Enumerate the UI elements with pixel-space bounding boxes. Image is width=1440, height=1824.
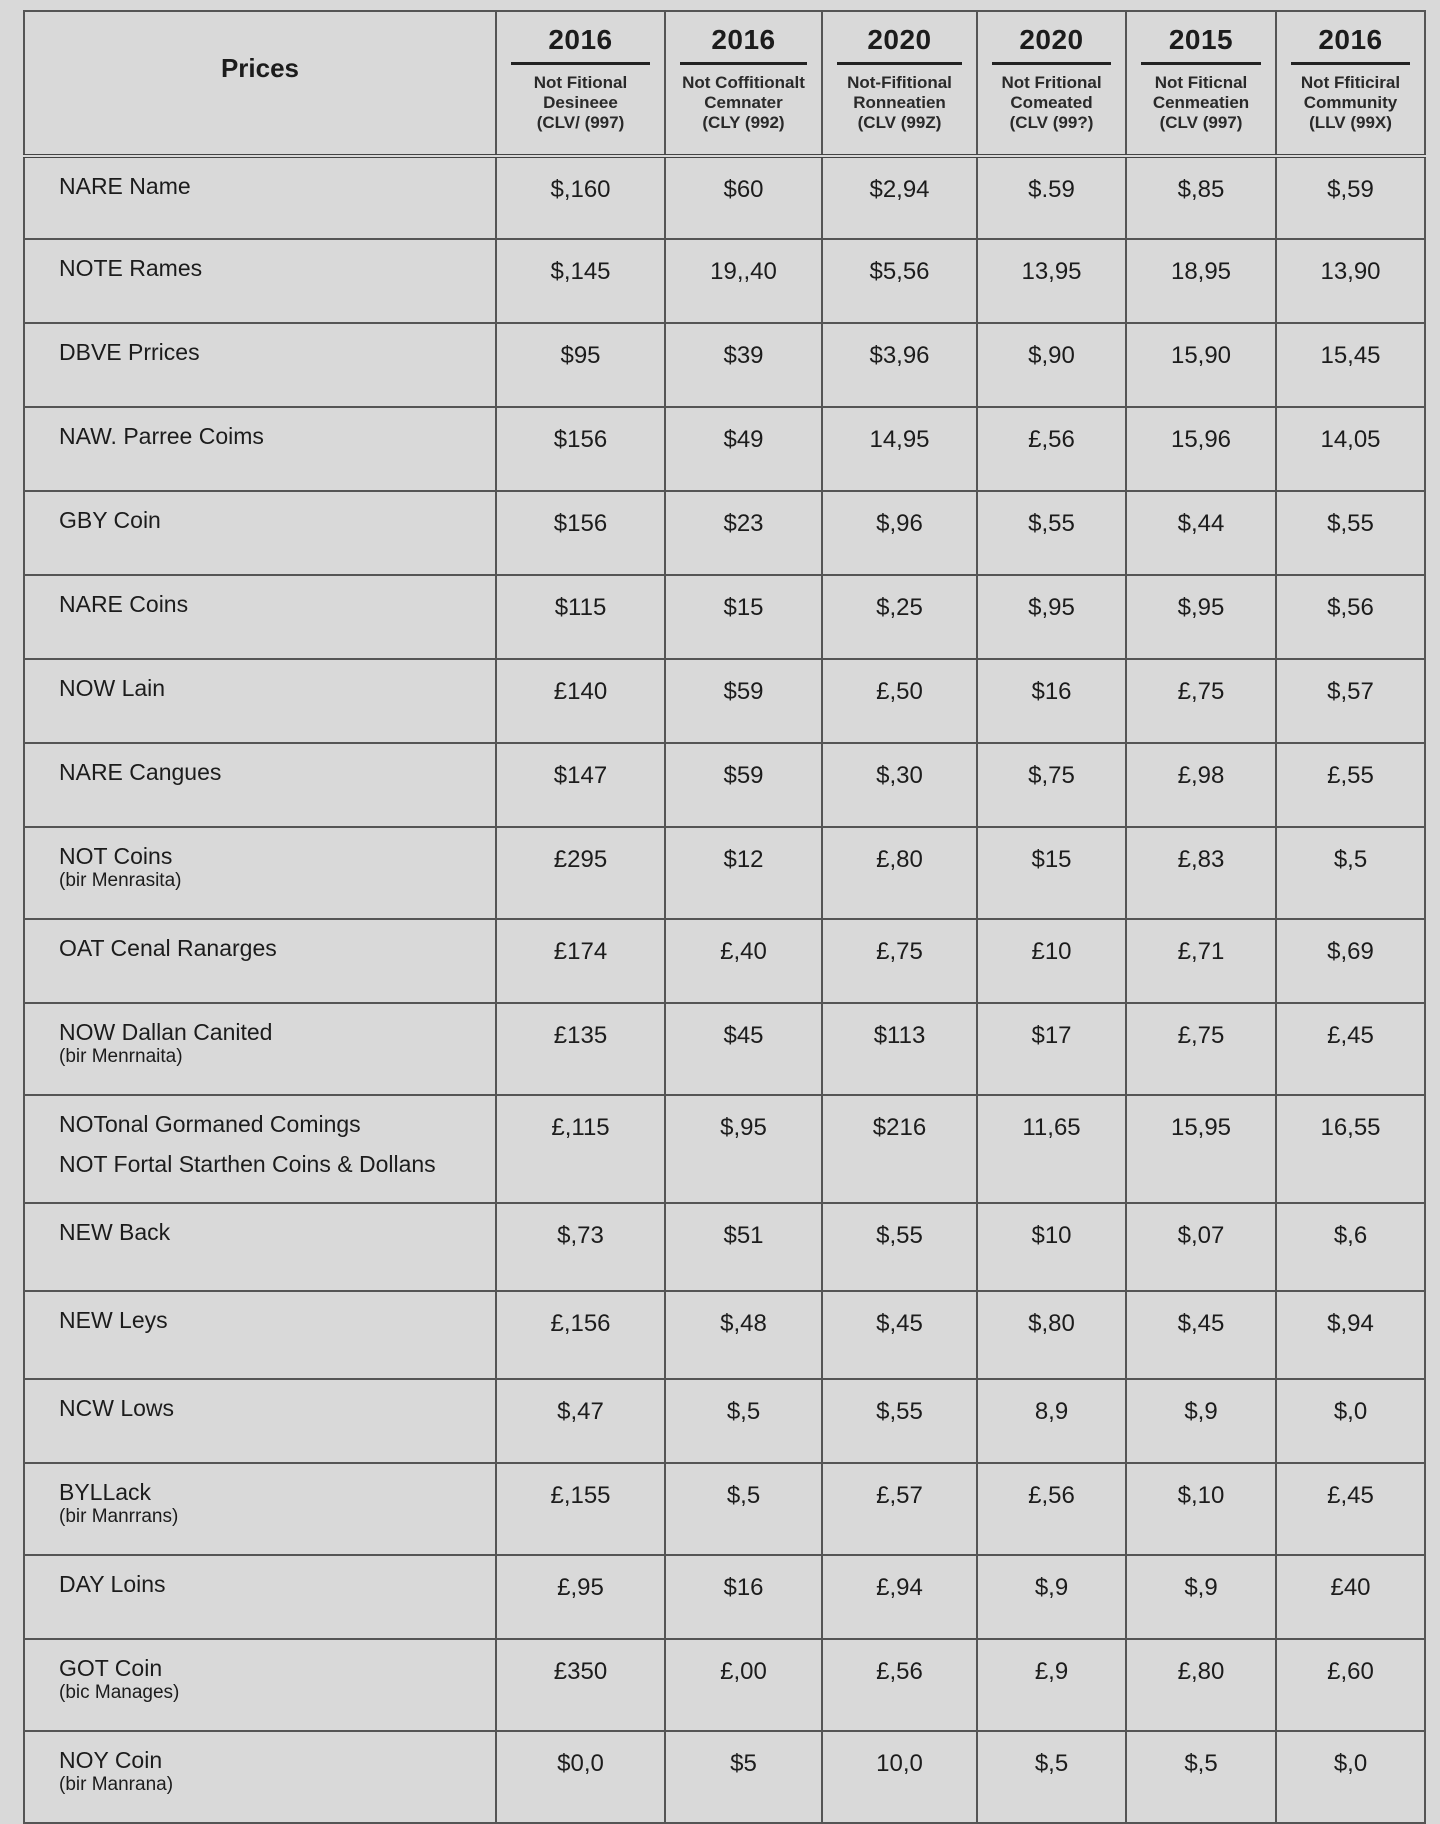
- price-cell: $,45: [1126, 1291, 1276, 1379]
- price-cell: $,9: [977, 1555, 1126, 1639]
- price-cell: 15,90: [1126, 323, 1276, 407]
- price-cell: $.59: [977, 156, 1126, 239]
- table-row: [24, 743, 1425, 827]
- table-row: [24, 156, 1425, 239]
- price-cell: $,5: [1276, 827, 1425, 919]
- price-cell: $113: [822, 1003, 977, 1095]
- column-subtitle-line3: (LLV (99X): [1309, 113, 1392, 132]
- row-name-cell: [24, 1379, 496, 1463]
- price-cell: $,0: [1276, 1731, 1425, 1823]
- column-subtitle-line3: (CLV (99Z): [857, 113, 942, 132]
- column-subtitle-line2: Cenmeatien: [1152, 93, 1250, 112]
- table-row: [24, 827, 1425, 919]
- table-row: [24, 1379, 1425, 1463]
- table-row: [24, 323, 1425, 407]
- price-cell: $3,96: [822, 323, 977, 407]
- price-cell: $,48: [665, 1291, 822, 1379]
- price-cell: £,56: [977, 407, 1126, 491]
- row-name: NARE Cangues: [59, 759, 222, 785]
- table-row: [24, 407, 1425, 491]
- row-note: (bir Menrnaita): [59, 1046, 183, 1067]
- price-cell: £350: [496, 1639, 665, 1731]
- price-cell: £,75: [822, 919, 977, 1003]
- column-subtitle-line1: Not Fiticnal: [1154, 73, 1248, 92]
- price-cell: $,45: [822, 1291, 977, 1379]
- row-name: NOW Lain: [59, 675, 166, 701]
- price-cell: $,80: [977, 1291, 1126, 1379]
- price-cell: £,50: [822, 659, 977, 743]
- price-cell: $,0: [1276, 1379, 1425, 1463]
- price-cell: $,90: [977, 323, 1126, 407]
- price-cell: $45: [665, 1003, 822, 1095]
- row-name: NARE Name: [59, 173, 191, 199]
- price-cell: £,00: [665, 1639, 822, 1731]
- price-cell: £,98: [1126, 743, 1276, 827]
- column-subtitle-line3: (CLY (992): [702, 113, 785, 132]
- price-cell: $156: [496, 491, 665, 575]
- price-cell: $147: [496, 743, 665, 827]
- price-cell: $,73: [496, 1203, 665, 1291]
- column-subtitle-line2: Community: [1303, 93, 1398, 112]
- price-cell: 11,65: [977, 1095, 1126, 1203]
- column-year: 2016: [511, 24, 650, 65]
- price-cell: £140: [496, 659, 665, 743]
- column-subtitle-line3: (CLV (997): [1159, 113, 1243, 132]
- price-cell: $,145: [496, 239, 665, 323]
- table-body: [24, 156, 1425, 1823]
- price-cell: $,55: [1276, 491, 1425, 575]
- row-name-cell: [24, 1203, 496, 1291]
- price-cell: £,83: [1126, 827, 1276, 919]
- price-cell: $60: [665, 156, 822, 239]
- column-year: 2020: [837, 24, 962, 65]
- row-name-cell: [24, 743, 496, 827]
- price-cell: $39: [665, 323, 822, 407]
- price-cell: $16: [977, 659, 1126, 743]
- price-cell: $,5: [1126, 1731, 1276, 1823]
- price-cell: £295: [496, 827, 665, 919]
- table-row: [24, 919, 1425, 1003]
- row-name: NOT Coins: [59, 843, 173, 869]
- row-name: NOW Dallan Canited: [59, 1019, 273, 1045]
- column-header: [977, 11, 1126, 156]
- price-cell: $,55: [822, 1203, 977, 1291]
- price-cell: $15: [977, 827, 1126, 919]
- price-cell: $115: [496, 575, 665, 659]
- column-subtitle-line2: Comeated: [1010, 93, 1093, 112]
- column-header: [496, 11, 665, 156]
- row-name: NOY Coin: [59, 1747, 163, 1773]
- price-cell: $17: [977, 1003, 1126, 1095]
- price-cell: £10: [977, 919, 1126, 1003]
- row-name: DBVE Prrices: [59, 339, 200, 365]
- price-cell: £,156: [496, 1291, 665, 1379]
- row-note: (bir Manrana): [59, 1774, 174, 1795]
- column-year: 2016: [1291, 24, 1410, 65]
- row-name: NOTonal Gormaned Comings: [59, 1111, 361, 1137]
- table-row: [24, 1203, 1425, 1291]
- price-cell: $,9: [1126, 1555, 1276, 1639]
- row-name: NOTE Rames: [59, 255, 203, 281]
- price-cell: $,5: [665, 1463, 822, 1555]
- column-subtitle-line2: Cemnater: [704, 93, 783, 112]
- price-cell: $49: [665, 407, 822, 491]
- price-cell: $95: [496, 323, 665, 407]
- price-cell: $,9: [1126, 1379, 1276, 1463]
- table-row: [24, 1731, 1425, 1823]
- column-year: 2020: [992, 24, 1111, 65]
- price-cell: 13,95: [977, 239, 1126, 323]
- column-header: [1276, 11, 1425, 156]
- price-cell: $59: [665, 743, 822, 827]
- price-cell: $59: [665, 659, 822, 743]
- table-row: [24, 1463, 1425, 1555]
- price-cell: $51: [665, 1203, 822, 1291]
- column-header: [822, 11, 977, 156]
- price-cell: 16,55: [1276, 1095, 1425, 1203]
- column-year: 2015: [1141, 24, 1261, 65]
- row-name: BYLLack: [59, 1479, 152, 1505]
- price-cell: $,57: [1276, 659, 1425, 743]
- price-cell: $10: [977, 1203, 1126, 1291]
- table-row: [24, 239, 1425, 323]
- column-subtitle-line1: Not Fitional: [533, 73, 628, 92]
- price-cell: $,55: [977, 491, 1126, 575]
- row-name-cell: [24, 239, 496, 323]
- price-cell: $,10: [1126, 1463, 1276, 1555]
- column-subtitle-line1: Not Fritional: [1001, 73, 1102, 92]
- row-name-cell: [24, 1731, 496, 1823]
- price-cell: 19,,40: [665, 239, 822, 323]
- price-cell: £,57: [822, 1463, 977, 1555]
- price-cell: $12: [665, 827, 822, 919]
- column-subtitle-line3: (CLV/ (997): [536, 113, 625, 132]
- row-name: NCW Lows: [59, 1395, 175, 1421]
- price-cell: 14,05: [1276, 407, 1425, 491]
- price-cell: £,80: [1126, 1639, 1276, 1731]
- row-name-cell: [24, 919, 496, 1003]
- price-cell: £,40: [665, 919, 822, 1003]
- price-cell: £,56: [822, 1639, 977, 1731]
- price-cell: £,80: [822, 827, 977, 919]
- column-header: [665, 11, 822, 156]
- row-name-cell: [24, 407, 496, 491]
- price-cell: £40: [1276, 1555, 1425, 1639]
- price-cell: 13,90: [1276, 239, 1425, 323]
- price-cell: 10,0: [822, 1731, 977, 1823]
- price-cell: $,69: [1276, 919, 1425, 1003]
- row-name: GOT Coin: [59, 1655, 163, 1681]
- table-row: [24, 575, 1425, 659]
- row-name: NARE Coins: [59, 591, 189, 617]
- price-cell: $0,0: [496, 1731, 665, 1823]
- price-cell: $156: [496, 407, 665, 491]
- price-cell: $,85: [1126, 156, 1276, 239]
- price-cell: £,45: [1276, 1003, 1425, 1095]
- price-cell: 15,95: [1126, 1095, 1276, 1203]
- corner-header: [24, 11, 496, 156]
- row-name: GBY Coin: [59, 507, 161, 533]
- price-cell: $,25: [822, 575, 977, 659]
- price-cell: £135: [496, 1003, 665, 1095]
- price-cell: $,5: [665, 1379, 822, 1463]
- price-cell: $,5: [977, 1731, 1126, 1823]
- row-name: NEW Leys: [59, 1307, 168, 1333]
- price-cell: $,47: [496, 1379, 665, 1463]
- column-subtitle-line1: Not-Fifitional: [847, 73, 952, 92]
- row-name: NEW Back: [59, 1219, 171, 1245]
- row-name: NAW. Parree Coims: [59, 423, 264, 449]
- price-cell: $,6: [1276, 1203, 1425, 1291]
- row-name-cell: [24, 491, 496, 575]
- table-header: [24, 11, 1425, 156]
- price-cell: $5: [665, 1731, 822, 1823]
- price-cell: $,30: [822, 743, 977, 827]
- price-cell: $,59: [1276, 156, 1425, 239]
- price-cell: £,55: [1276, 743, 1425, 827]
- price-cell: $,44: [1126, 491, 1276, 575]
- price-cell: £,155: [496, 1463, 665, 1555]
- price-cell: £,75: [1126, 659, 1276, 743]
- row-name-cell: [24, 156, 496, 239]
- table-row: [24, 491, 1425, 575]
- price-cell: $,95: [1126, 575, 1276, 659]
- price-cell: $,95: [665, 1095, 822, 1203]
- table-row: [24, 659, 1425, 743]
- price-cell: $,96: [822, 491, 977, 575]
- price-cell: $,94: [1276, 1291, 1425, 1379]
- row-name-secondary: NOT Fortal Starthen Coins & Dollans: [59, 1151, 436, 1177]
- table-row: [24, 1555, 1425, 1639]
- price-cell: 8,9: [977, 1379, 1126, 1463]
- price-cell: 15,96: [1126, 407, 1276, 491]
- row-name-cell: [24, 827, 496, 919]
- price-cell: £,56: [977, 1463, 1126, 1555]
- table-row: [24, 1003, 1425, 1095]
- row-name-cell: [24, 1463, 496, 1555]
- row-name-cell: [24, 659, 496, 743]
- price-cell: 18,95: [1126, 239, 1276, 323]
- price-table-container: [23, 10, 1424, 1795]
- price-cell: $216: [822, 1095, 977, 1203]
- price-cell: £,45: [1276, 1463, 1425, 1555]
- price-cell: £,95: [496, 1555, 665, 1639]
- table-row: [24, 1291, 1425, 1379]
- price-cell: £,115: [496, 1095, 665, 1203]
- column-header: [1126, 11, 1276, 156]
- row-name-cell: [24, 575, 496, 659]
- price-cell: 15,45: [1276, 323, 1425, 407]
- row-note: (bir Menrasita): [59, 870, 182, 891]
- price-cell: $,95: [977, 575, 1126, 659]
- price-cell: 14,95: [822, 407, 977, 491]
- row-note: (bir Manrrans): [59, 1506, 179, 1527]
- corner-label: Prices: [220, 52, 300, 83]
- column-subtitle-line1: Not Ffiticiral: [1300, 73, 1401, 92]
- table-row: [24, 1095, 1425, 1203]
- price-cell: £,60: [1276, 1639, 1425, 1731]
- price-cell: £,75: [1126, 1003, 1276, 1095]
- row-name-cell: [24, 1555, 496, 1639]
- row-note: (bic Manages): [59, 1682, 180, 1703]
- column-subtitle-line1: Not Coffitionalt: [682, 73, 805, 92]
- row-name: DAY Loins: [59, 1571, 166, 1597]
- price-cell: £,9: [977, 1639, 1126, 1731]
- price-cell: £174: [496, 919, 665, 1003]
- price-cell: $,56: [1276, 575, 1425, 659]
- row-name: OAT Cenal Ranarges: [59, 935, 277, 961]
- price-cell: $5,56: [822, 239, 977, 323]
- price-cell: £,94: [822, 1555, 977, 1639]
- price-cell: $,07: [1126, 1203, 1276, 1291]
- table-row: [24, 1639, 1425, 1731]
- column-subtitle-line2: Ronneatien: [853, 93, 946, 112]
- row-name-cell: [24, 323, 496, 407]
- price-cell: £,71: [1126, 919, 1276, 1003]
- price-cell: $15: [665, 575, 822, 659]
- row-name-cell: [24, 1291, 496, 1379]
- row-name-cell: [24, 1639, 496, 1731]
- row-name-cell: [24, 1003, 496, 1095]
- price-cell: $,55: [822, 1379, 977, 1463]
- column-year: 2016: [680, 24, 807, 65]
- price-cell: $2,94: [822, 156, 977, 239]
- column-subtitle-line3: (CLV (99?): [1009, 113, 1094, 132]
- price-cell: $16: [665, 1555, 822, 1639]
- price-cell: $,160: [496, 156, 665, 239]
- column-subtitle-line2: Desineee: [543, 93, 618, 112]
- price-cell: $23: [665, 491, 822, 575]
- row-name-cell: [24, 1095, 496, 1203]
- price-cell: $,75: [977, 743, 1126, 827]
- price-table: [23, 10, 1426, 1824]
